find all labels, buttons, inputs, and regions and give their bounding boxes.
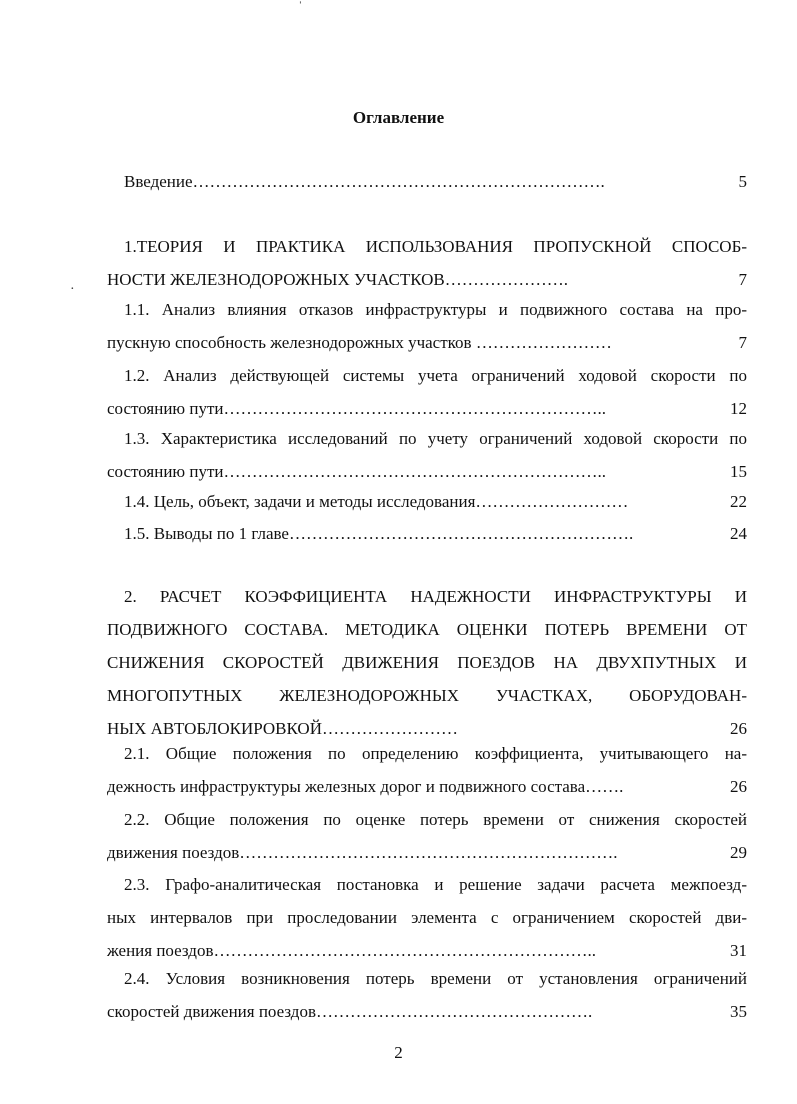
toc-entry-line: 1.1. Анализ влияния отказов инфраструктуры и подвижного состава на про- — [124, 300, 747, 319]
toc-page-number: 26 — [730, 719, 747, 738]
toc-entry-2-3[interactable] — [107, 868, 747, 967]
toc-entry-line: 1.ТЕОРИЯ И ПРАКТИКА ИСПОЛЬЗОВАНИЯ ПРОПУСКНОЙ СПОСОБ- — [124, 237, 747, 256]
toc-entry-line: Введение………………………………………………………………. — [124, 172, 605, 191]
toc-page-number: 7 — [738, 333, 747, 352]
toc-page-number: 7 — [738, 270, 747, 289]
toc-page-number: 15 — [730, 462, 747, 481]
toc-entry-2-2[interactable] — [107, 803, 747, 869]
page-number: 2 — [394, 1043, 403, 1062]
toc-entry-line: МНОГОПУТНЫХ ЖЕЛЕЗНОДОРОЖНЫХ УЧАСТКАХ, ОБОРУДОВАН- — [107, 686, 747, 705]
toc-entry-line: НОСТИ ЖЕЛЕЗНОДОРОЖНЫХ УЧАСТКОВ…………………. — [107, 270, 569, 289]
toc-entry-1-2[interactable] — [107, 359, 747, 425]
toc-entry-line: жения поездов………………………………………………………….. — [107, 941, 596, 960]
toc-entry-line: 2.1. Общие положения по определению коэффициента, учитывающего на- — [124, 744, 747, 763]
toc-entry-chapter-1[interactable] — [107, 230, 747, 296]
toc-entry-line: состоянию пути………………………………………………………….. — [107, 399, 606, 418]
toc-page-number: 29 — [730, 843, 747, 862]
toc-entry-line: 2. РАСЧЕТ КОЭФФИЦИЕНТА НАДЕЖНОСТИ ИНФРАСТРУКТУРЫ И — [124, 587, 747, 606]
toc-entry-line: 2.4. Условия возникновения потерь времени от установления ограничений — [124, 969, 747, 988]
toc-entry-line: 1.4. Цель, объект, задачи и методы исследования……………………… — [124, 492, 629, 511]
toc-entry-line: пускную способность железнодорожных участков …………………… — [107, 333, 612, 352]
toc-page-number: 35 — [730, 1002, 747, 1021]
toc-entry-line: дежность инфраструктуры железных дорог и подвижного состава……. — [107, 777, 624, 796]
toc-entry-line: 1.2. Анализ действующей системы учета ограничений ходовой скорости по — [124, 366, 747, 385]
toc-heading: Оглавление — [352, 108, 445, 127]
toc-entry-1-1[interactable] — [107, 293, 747, 359]
toc-entry-line: состоянию пути………………………………………………………….. — [107, 462, 606, 481]
toc-entry-line: 2.3. Графо-аналитическая постановка и решение задачи расчета межпоезд- — [124, 875, 747, 894]
toc-entry-2-1[interactable] — [107, 737, 747, 803]
toc-page-number: 26 — [730, 777, 747, 796]
toc-entry-chapter-2[interactable] — [107, 580, 747, 745]
toc-entry-introduction[interactable] — [107, 165, 747, 198]
toc-entry-line: 1.5. Выводы по 1 главе……………………………………………………. — [124, 524, 634, 543]
toc-page-number: 12 — [730, 399, 747, 418]
toc-page-number: 31 — [730, 941, 747, 960]
toc-entry-line: ных интервалов при проследовании элемента с ограничением скоростей дви- — [107, 908, 747, 927]
toc-entry-1-5[interactable] — [107, 517, 747, 550]
toc-page-number: 24 — [730, 524, 747, 543]
toc-entry-line: движения поездов…………………………………………………………. — [107, 843, 618, 862]
toc-entry-line: 2.2. Общие положения по оценке потерь времени от снижения скоростей — [124, 810, 747, 829]
toc-entry-1-3[interactable] — [107, 422, 747, 488]
scan-mark: ˈ — [298, 0, 303, 15]
toc-entry-line: НЫХ АВТОБЛОКИРОВКОЙ…………………… — [107, 719, 458, 738]
toc-entry-1-4[interactable] — [107, 485, 747, 518]
scan-mark: · — [70, 282, 75, 297]
toc-entry-2-4[interactable] — [107, 962, 747, 1028]
toc-page-number: 22 — [730, 492, 747, 511]
toc-page-number: 5 — [738, 172, 747, 191]
toc-entry-line: 1.3. Характеристика исследований по учету ограничений ходовой скорости по — [124, 429, 747, 448]
toc-entry-line: скоростей движения поездов…………………………………………. — [107, 1002, 593, 1021]
toc-entry-line: ПОДВИЖНОГО СОСТАВА. МЕТОДИКА ОЦЕНКИ ПОТЕРЬ ВРЕМЕНИ ОТ — [107, 620, 747, 639]
toc-entry-line: СНИЖЕНИЯ СКОРОСТЕЙ ДВИЖЕНИЯ ПОЕЗДОВ НА ДВУХПУТНЫХ И — [107, 653, 747, 672]
